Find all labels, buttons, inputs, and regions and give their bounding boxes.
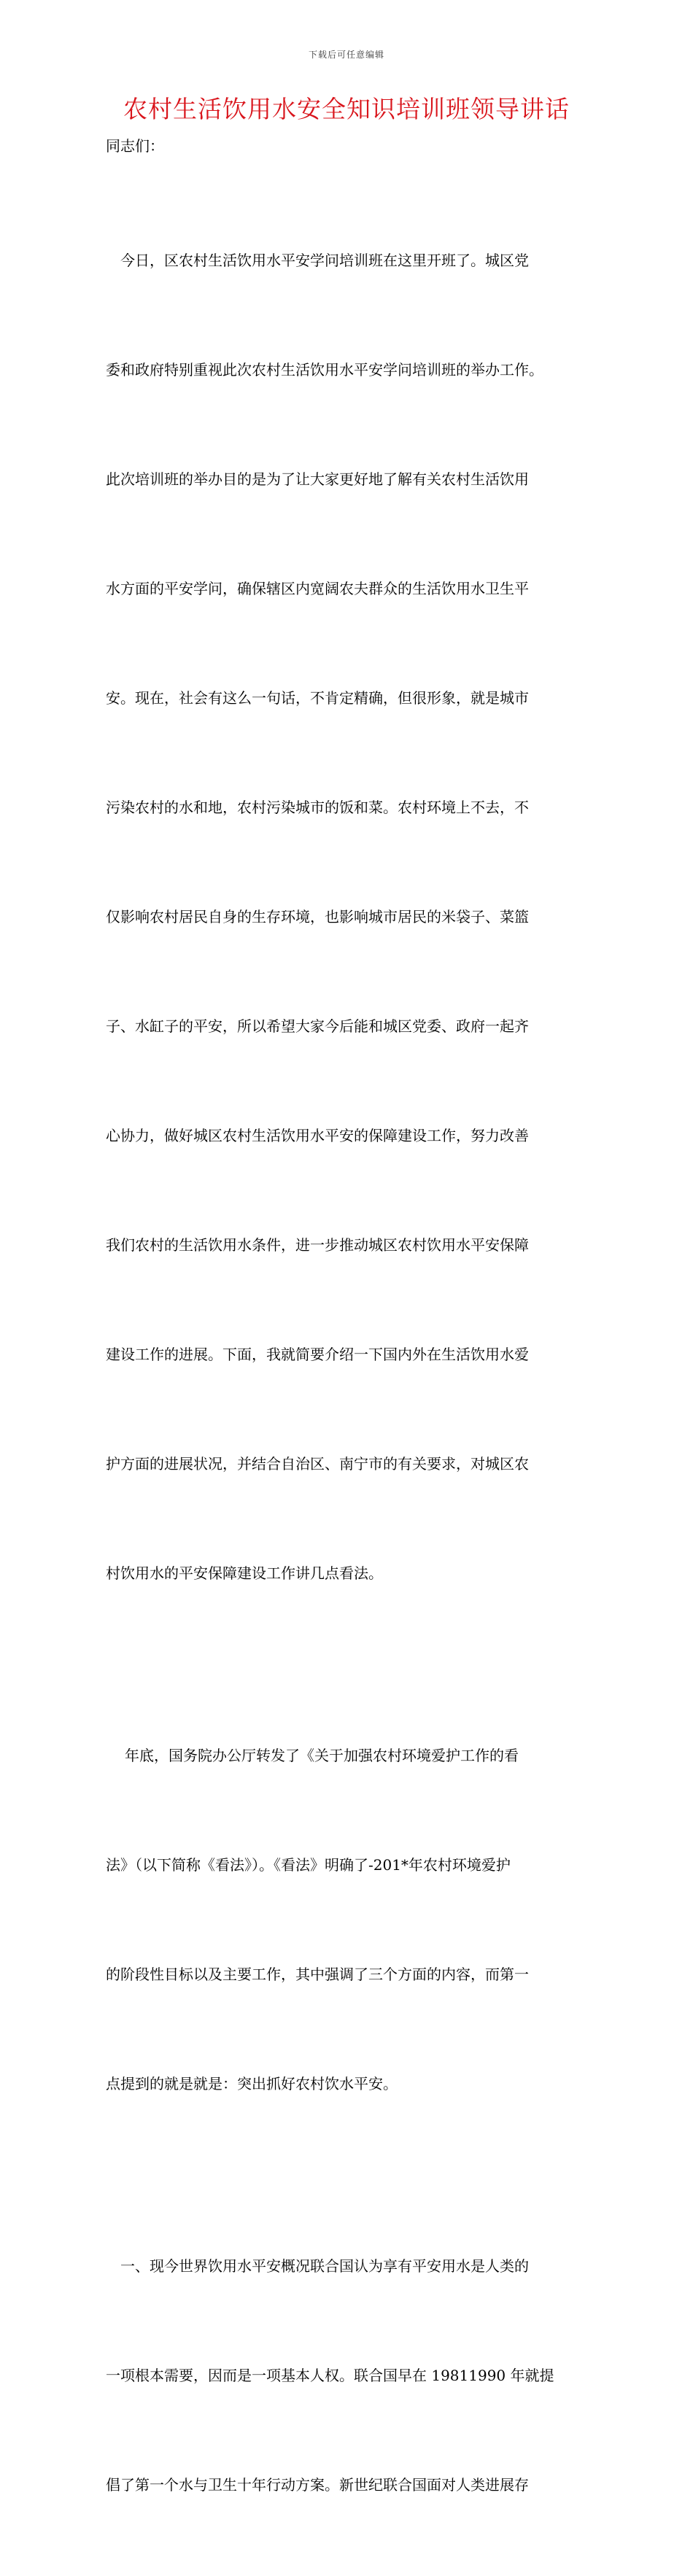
text-line: 村饮用水的平安保障建设工作讲几点看法。 <box>106 1564 383 1582</box>
text-line: 一项根本需要，因而是一项基本人权。联合国早在 19811990 年就提 <box>106 2367 554 2384</box>
header-note: 下载后可任意编辑 <box>308 50 384 60</box>
document-body <box>106 133 591 2576</box>
text-line: 安。现在，社会有这么一句话，不肯定精确，但很形象，就是城市 <box>106 689 529 707</box>
text-line: 建设工作的进展。下面，我就简要介绍一下国内外在生活饮用水爱 <box>106 1346 529 1363</box>
greeting: 同志们： <box>106 137 164 155</box>
paragraph-1 <box>106 169 591 1664</box>
text-line: 此次培训班的举办目的是为了让大家更好地了解有关农村生活饮用 <box>106 470 529 488</box>
document-title: 农村生活饮用水安全知识培训班领导讲话 <box>123 95 570 123</box>
text-line: 一、现今世界饮用水平安概况联合国认为享有平安用水是人类的 <box>120 2257 529 2275</box>
text-line: 护方面的进展状况，并结合自治区、南宁市的有关要求，对城区农 <box>106 1455 529 1473</box>
text-line: 仅影响农村居民自身的生存环境，也影响城市居民的米袋子、菜篮 <box>106 908 529 926</box>
paragraph-2 <box>106 1664 591 2175</box>
text-line: 今日，区农村生活饮用水平安学问培训班在这里开班了。城区党 <box>120 252 529 269</box>
text-line: 委和政府特别重视此次农村生活饮用水平安学问培训班的举办工作。 <box>106 361 543 379</box>
text-line: 年底，国务院办公厅转发了《关于加强农村环境爱护工作的看 <box>125 1747 519 1764</box>
text-line: 心协力，做好城区农村生活饮用水平安的保障建设工作，努力改善 <box>106 1127 529 1144</box>
text-line: 的阶段性目标以及主要工作，其中强调了三个方面的内容，而第一 <box>106 1966 529 1983</box>
text-line: 倡了第一个水与卫生十年行动方案。新世纪联合国面对人类进展存 <box>106 2476 529 2494</box>
text-line: 污染农村的水和地，农村污染城市的饭和菜。农村环境上不去，不 <box>106 799 529 816</box>
text-line: 点提到的就是就是：突出抓好农村饮水平安。 <box>106 2075 398 2092</box>
text-line: 法》（以下简称《看法》）。《看法》明确了-201*年农村环境爱护 <box>106 1856 511 1874</box>
text-line: 子、水缸子的平安，所以希望大家今后能和城区党委、政府一起齐 <box>106 1017 529 1035</box>
paragraph-3 <box>106 2175 591 2576</box>
text-line: 我们农村的生活饮用水条件，进一步推动城区农村饮用水平安保障 <box>106 1236 529 1254</box>
text-line: 水方面的平安学问，确保辖区内宽阔农夫群众的生活饮用水卫生平 <box>106 580 529 597</box>
